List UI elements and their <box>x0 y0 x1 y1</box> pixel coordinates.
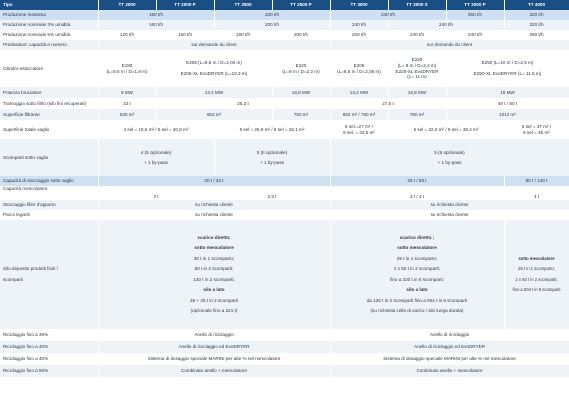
cell <box>98 139 214 176</box>
cell-line: scomparti <box>3 277 23 282</box>
table-row <box>0 120 569 139</box>
cell: Anello di riciclaggio ed EvoDRYER <box>98 341 330 353</box>
cell: 240 t/h <box>330 10 446 20</box>
cell-line: (opzionale fino a 221 t) <box>190 308 238 313</box>
cell <box>330 139 569 176</box>
table-row <box>0 87 569 98</box>
cell-line: fino a 320 t in 6 scomparti; <box>390 276 444 282</box>
cell: 22 t <box>98 98 156 109</box>
table-row <box>0 353 569 365</box>
cell: 1012 m² <box>446 109 569 120</box>
cell: 750 m² <box>272 109 330 120</box>
row-label: Potenza bruciatore <box>0 87 98 98</box>
cell: su richiesta cliente <box>98 210 330 220</box>
header-cell: TT 2000 P <box>156 0 214 10</box>
cell-line: E206-XL EvoDRYER (L=10,3 m) <box>180 71 248 76</box>
row-label: Tramoggia sotto filtro (silo fini recuperati) <box>0 98 98 109</box>
cell-line: E220 <box>295 62 307 68</box>
cell-line: E250-XL EvoDRYER (L= 11,5 m) <box>473 71 542 76</box>
header-cell: TT 2000 <box>98 0 156 10</box>
cell-line: 36 + 45 t in 2 scomparti <box>190 297 238 303</box>
cell: 663 m² <box>156 109 272 120</box>
cell <box>156 50 272 87</box>
cell: sur demande du client <box>98 40 330 50</box>
cell: 200 t/h <box>214 10 330 20</box>
table-row <box>0 220 569 329</box>
row-label: Riciclaggio fino a 40% <box>0 353 98 365</box>
cell-line: Silo deposito prodotti finiti / <box>3 266 58 272</box>
cell-line: da 126 t in 2 scomparti fino a 504 t in 8 scomparti <box>366 297 468 303</box>
cell: 280 t/h <box>504 30 569 40</box>
header-cell: TT 3000 S <box>388 0 446 10</box>
row-label: Superficie filtrante <box>0 109 98 120</box>
cell: 19 MW <box>446 87 569 98</box>
header-cell: TT 2500 P <box>272 0 330 10</box>
cell <box>98 50 156 87</box>
cell: 120 t/h <box>98 30 156 40</box>
table-row <box>0 40 569 50</box>
cell: 4 sel = 16,5 m² / 5 sel = 20,8 m² <box>98 120 214 139</box>
cell: Combinato anello + mescolatore <box>98 365 330 377</box>
row-label <box>0 220 98 329</box>
cell: 240 t/h <box>388 20 504 30</box>
cell-line: 6 sel. = 32,5 m² <box>343 129 375 135</box>
cell <box>98 220 330 329</box>
cell: su richiesta cliente <box>330 210 569 220</box>
cell-line: 6 sel = 45 m² <box>523 129 550 135</box>
cell-line: silo a lato <box>406 287 428 292</box>
cell: 9 MW <box>98 87 156 98</box>
cell: 20 t / 32 t <box>98 176 330 186</box>
table-row <box>0 139 569 176</box>
header-cell: TT 3000 P <box>446 0 504 10</box>
table-row <box>0 10 569 20</box>
row-label: Superficie totale vaglio <box>0 120 98 139</box>
cell: 160 t/h <box>156 30 214 40</box>
cell: Combinato anello + mescolatore <box>330 365 569 377</box>
cell: 4 t <box>504 186 569 200</box>
cell: 180 t/h <box>214 30 272 40</box>
cell <box>330 220 504 329</box>
cell <box>272 50 330 87</box>
cell-line: 25 t in 1 scomparto; <box>518 266 555 271</box>
row-label: Produzione nominale 3% umidità <box>0 20 98 30</box>
table-row <box>0 341 569 353</box>
row-label: Produzione massima <box>0 10 98 20</box>
cell: Anello di riciclaggio ed EvoDRYER <box>330 341 569 353</box>
cell <box>388 50 446 87</box>
cell-line: E206 (L=8,5 m / D=2,06 m) <box>186 60 242 66</box>
cell-line: 30 t in 1 scomparto; <box>193 255 235 261</box>
table-row <box>0 20 569 30</box>
table-row <box>0 329 569 341</box>
cell <box>504 120 569 139</box>
cell: 200 t/h <box>330 30 388 40</box>
cell: 260 t/h <box>446 10 504 20</box>
cell: Anello di riciclaggio <box>98 329 330 341</box>
row-label: Riciclaggio fino a 60% <box>0 365 98 377</box>
row-label: Riciclaggio fino a 40% <box>0 341 98 353</box>
cell: 160 t/h <box>98 10 214 20</box>
table-row <box>0 30 569 40</box>
table-row <box>0 109 569 120</box>
header-cell: Tipo <box>0 0 98 10</box>
cell-line: E180 <box>121 62 133 68</box>
row-label: Stoccaggio filler d'apporto <box>0 200 98 210</box>
cell: Sistema di dosaggio speciale MARINI per alte % nel mescolatore <box>330 353 569 365</box>
cell-line: scarico diretto; <box>197 234 231 240</box>
row-label: Parco leganti <box>0 210 98 220</box>
cell-line: E220 <box>411 57 423 63</box>
cell-line: + 1 by-pass <box>260 159 284 165</box>
table-row <box>0 365 569 377</box>
cell: 2,5 t <box>214 186 330 200</box>
header-cell: TT 4000 <box>504 0 569 10</box>
cell <box>504 220 569 329</box>
cell: 750 m² <box>388 109 446 120</box>
cell-line: sotto mescolatore <box>397 245 437 250</box>
cell-line: + 1 by-pass <box>437 159 462 165</box>
cell-line: (L=8,5 m / D=1,8 m) <box>106 68 148 74</box>
cell-line: sotto mescolatore <box>518 255 555 261</box>
row-label: Capacità mescolatore <box>0 186 98 200</box>
cell: 200 t/h <box>272 30 330 40</box>
cell-line: scarico diretto ; <box>399 234 435 240</box>
cell: sur demande du client <box>330 40 569 50</box>
row-label: Scomparti sotto vaglio <box>0 139 98 176</box>
table-row <box>0 186 569 200</box>
cell: 525 m² <box>98 109 156 120</box>
cell: su richiesta cliente <box>330 200 569 210</box>
cell-line: 4 (5 opzionale) <box>140 149 172 155</box>
row-label: Produzione nominale 5% umidità <box>0 30 98 40</box>
cell <box>330 50 388 87</box>
cell: Sistema di dosaggio speciale MARINI per alte % nel mescolatore <box>98 353 330 365</box>
cell-line: 5 sel.=27 m² / <box>345 123 373 129</box>
table-row <box>0 98 569 109</box>
cell-line: 5 sel = 37 m² / <box>521 123 552 129</box>
cell: 160 t/h <box>98 20 214 30</box>
cell-line: 5 (6 opzionale) <box>434 149 465 155</box>
cell: 25,3 t <box>156 98 330 109</box>
header-cell: TT 3000 <box>330 0 388 10</box>
cell: 25 t / 60 t <box>330 176 504 186</box>
cell-line: silo a lato <box>203 287 225 292</box>
cell: su richiesta cliente <box>98 200 330 210</box>
cell: 27,5 t <box>330 98 446 109</box>
cell-line: 2 x 50 t in 2 scomparti; <box>393 266 441 271</box>
cell-line: fino a 504 t in 8 scomparti <box>512 287 561 292</box>
cell: 80 t / 140 t <box>504 176 569 186</box>
table-row <box>0 200 569 210</box>
cell-line: (L= 9 m / D=2,2 m) <box>397 62 437 68</box>
cell: 40 t / 80 t <box>446 98 569 109</box>
table-row <box>0 176 569 186</box>
cell-line: 25 t in 1 scomparto; <box>396 255 438 261</box>
row-label: Cilindro essiccatore <box>0 50 98 87</box>
cell-line: 2 x 50 t in 2 scomparti; <box>515 276 558 282</box>
cell-line: E250 (L=10 m / D=2,5 m) <box>481 60 534 66</box>
cell: 13,4 MW <box>330 87 388 98</box>
table-row <box>0 210 569 220</box>
row-label: Predosatori: capacità e numero <box>0 40 98 50</box>
cell: 13,4 MW <box>156 87 272 98</box>
cell: Anello di riciclaggio <box>330 329 569 341</box>
cell: 240 t/h <box>388 30 446 40</box>
cell: 320 t/h <box>504 20 569 30</box>
cell-line: (L=9 m / D=2,2 m) <box>282 68 320 74</box>
cell: 5 sel = 32,0 m² / 6 sel = 38,4 m² <box>388 120 504 139</box>
table-row <box>0 50 569 87</box>
header-row <box>0 0 569 10</box>
header-cell: TT 2500 <box>214 0 272 10</box>
cell: 240 t/h <box>330 20 388 30</box>
row-label: Riciclaggio fino a 35% <box>0 329 98 341</box>
cell: 3 t / 4 t <box>330 186 504 200</box>
cell-line: 140 t in 2 scomparti; <box>193 276 235 282</box>
cell: 320 t/h <box>504 10 569 20</box>
cell: 200 t/h <box>214 20 330 30</box>
cell-line: E206 <box>353 62 365 68</box>
cell-line: 60 t in 2 scomparti; <box>194 266 234 271</box>
cell-line: (L=8,5 m / D=2,06 m) <box>337 68 381 74</box>
cell <box>214 139 330 176</box>
cell-line: (L= 11 m) <box>407 74 427 80</box>
cell-line: (su richiesta celle di carico / silo lunga durata) <box>370 308 464 313</box>
cell-line: sotto mescolatore <box>194 245 234 250</box>
cell: 16,8 MW <box>272 87 330 98</box>
cell <box>330 120 388 139</box>
cell-line: E220-XL EvoDRYER <box>395 68 439 74</box>
cell-line: + 1 by-pass <box>144 159 168 165</box>
cell-line: 5 (6 opzionale) <box>256 149 288 155</box>
cell: 2 t <box>98 186 214 200</box>
cell: 5 sel = 26,9 m² / 6 sel = 32,1 m² <box>214 120 330 139</box>
cell: 240 t/h <box>446 30 504 40</box>
row-label: Capacità di stoccaggio sotto vaglio <box>0 176 98 186</box>
cell: 16,8 MW <box>388 87 446 98</box>
cell <box>446 50 569 87</box>
cell: 663 m² / 750 m² <box>330 109 388 120</box>
